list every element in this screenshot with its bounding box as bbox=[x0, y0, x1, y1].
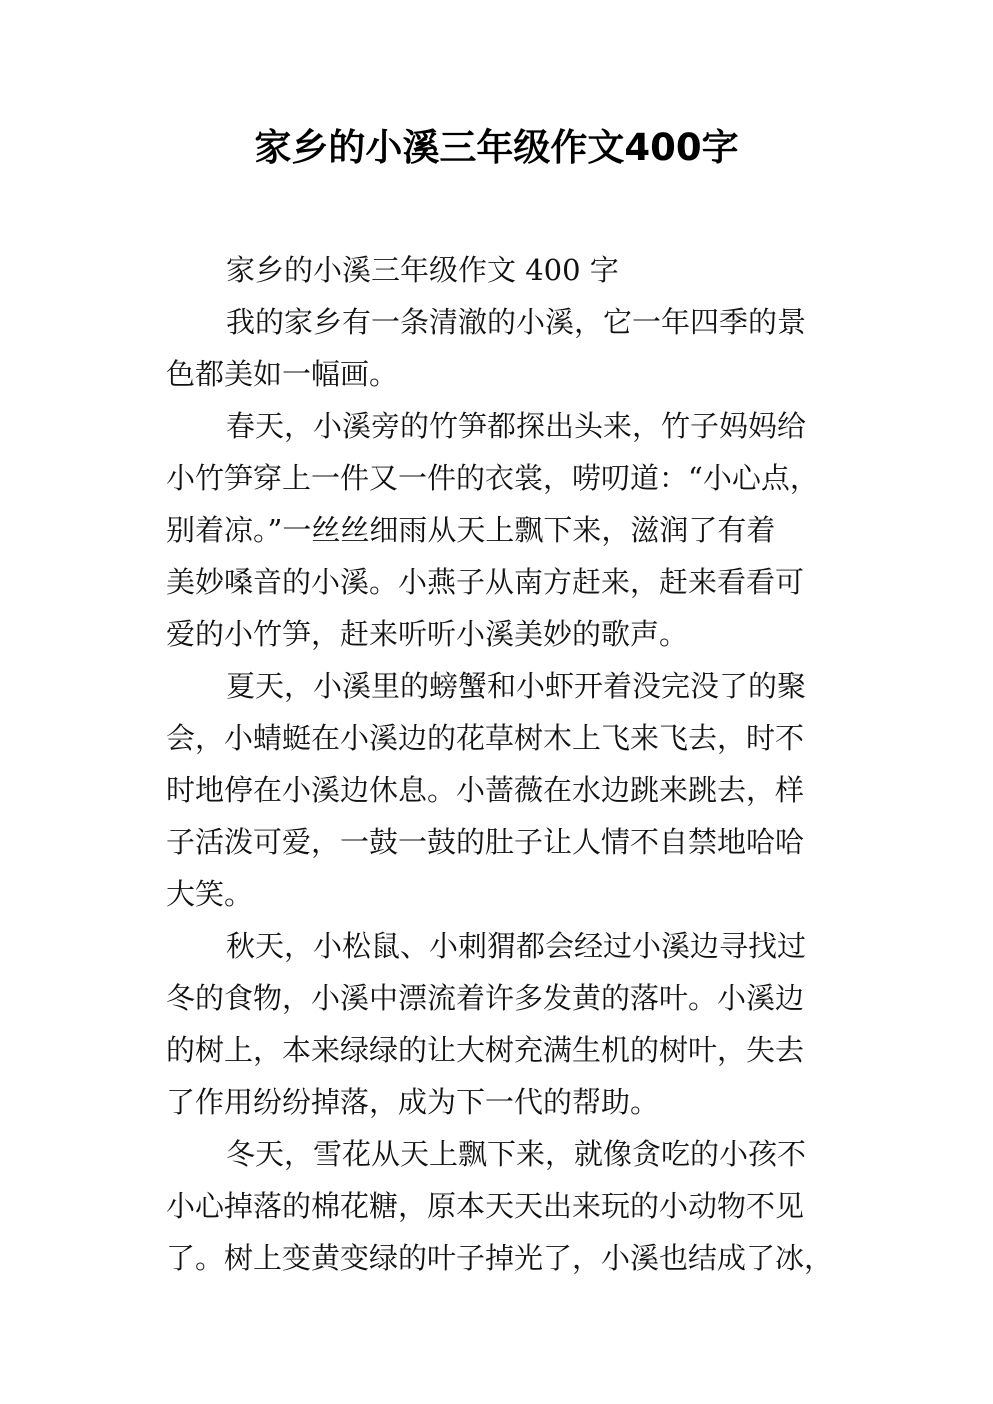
text-line: 夏天，小溪里的螃蟹和小虾开着没完没了的聚 bbox=[226, 669, 807, 703]
text-line: 子活泼可爱，一鼓一鼓的肚子让人情不自禁地哈哈 bbox=[166, 825, 805, 859]
text-line: 会，小蜻蜓在小溪边的花草树木上飞来飞去，时不 bbox=[166, 721, 805, 755]
text-line: 别着凉。”一丝丝细雨从天上飘下来，滋润了有着 bbox=[166, 513, 776, 547]
paragraph bbox=[166, 400, 846, 660]
text-line: 冬天，雪花从天上飘下来，就像贪吃的小孩不 bbox=[226, 1137, 807, 1171]
text-line: 大笑。 bbox=[166, 877, 254, 911]
paragraph bbox=[166, 296, 846, 400]
document-title: 家乡的小溪三年级作文400字 bbox=[254, 126, 739, 169]
text-line: 小竹笋穿上一件又一件的衣裳，唠叨道：“小心点， bbox=[166, 461, 819, 495]
text-line: 秋天，小松鼠、小刺猬都会经过小溪边寻找过 bbox=[226, 929, 807, 963]
text-line: 的树上，本来绿绿的让大树充满生机的树叶，失去 bbox=[166, 1033, 805, 1067]
text-line: 爱的小竹笋，赶来听听小溪美妙的歌声。 bbox=[166, 617, 689, 651]
document-body bbox=[166, 244, 846, 1284]
text-line: 色都美如一幅画。 bbox=[166, 357, 399, 391]
text-line: 美妙嗓音的小溪。小燕子从南方赶来，赶来看看可 bbox=[166, 565, 805, 599]
text-line: 小心掉落的棉花糖，原本天天出来玩的小动物不见 bbox=[166, 1189, 805, 1223]
text-line: 家乡的小溪三年级作文 400 字 bbox=[226, 253, 619, 287]
text-line: 了作用纷纷掉落，成为下一代的帮助。 bbox=[166, 1085, 660, 1119]
paragraph bbox=[166, 920, 846, 1128]
text-line: 我的家乡有一条清澈的小溪，它一年四季的景 bbox=[226, 305, 807, 339]
text-line: 了。树上变黄变绿的叶子掉光了，小溪也结成了冰， bbox=[166, 1241, 834, 1275]
text-line: 时地停在小溪边休息。小蔷薇在水边跳来跳去，样 bbox=[166, 773, 805, 807]
paragraph bbox=[166, 244, 846, 296]
text-line: 冬的食物，小溪中漂流着许多发黄的落叶。小溪边 bbox=[166, 981, 805, 1015]
text-line: 春天，小溪旁的竹笋都探出头来，竹子妈妈给 bbox=[226, 409, 807, 443]
paragraph bbox=[166, 1128, 846, 1284]
paragraph bbox=[166, 660, 846, 920]
